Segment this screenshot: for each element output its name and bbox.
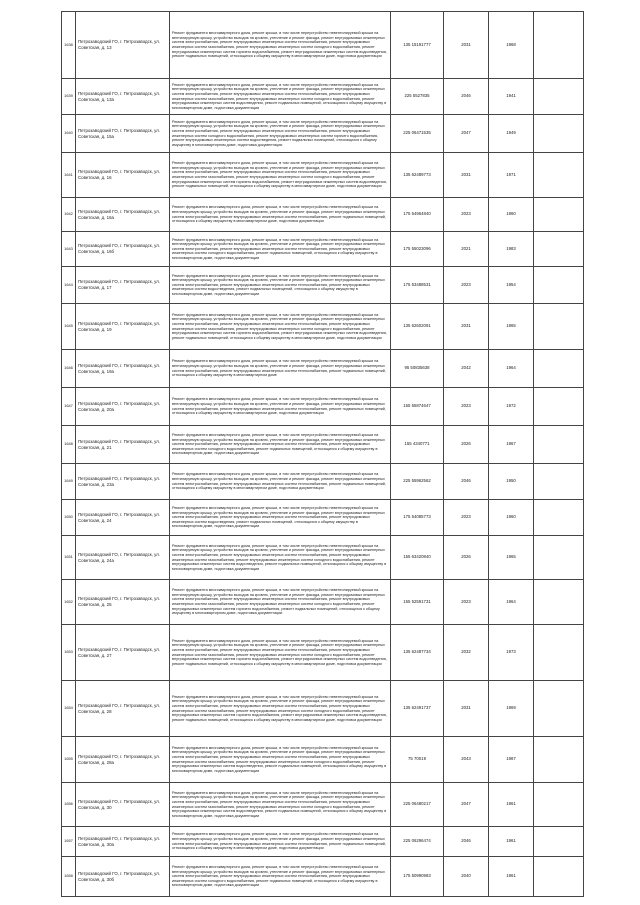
build-year-cell: 1949 <box>489 115 534 153</box>
works-cell: Ремонт фундамента многоквартирного дома, ремонт крыши, в том числе переустройство невентилируемой крыши на вентилируемую крышу, устройство выходов на кровлю, утепление и ремонт фасада, ремонт внутридомовых инженерных систем электроснабжения, ремонт внутридомовых инженерных систем теплоснабжения, ремонт внутридомовых инженерных систем водоотведения, ремонт подвальных помещений, относящихся к общему имуществу в многоквартирном доме, подготовка документации <box>170 500 391 536</box>
row-number: 1656 <box>62 783 76 827</box>
repair-year-cell: 2023 <box>444 580 489 625</box>
empty-cell <box>534 580 584 625</box>
works-cell: Ремонт фундамента многоквартирного дома, ремонт крыши, в том числе переустройство невентилируемой крыши на вентилируемую крышу, устройство выходов на кровлю, утепление и ремонт фасада, ремонт внутридомовых инженерных систем электроснабжения, ремонт внутридомовых инженерных систем теплоснабжения, ремонт внутридомовых инженерных систем водоотведения, ремонт подвальных помещений, относящихся к общему имуществу в многоквартирном доме, подготовка документации <box>170 267 391 304</box>
row-number: 1639 <box>62 79 76 115</box>
works-cell: Ремонт фундамента многоквартирного дома, ремонт крыши, в том числе переустройство невентилируемой крыши на вентилируемую крышу, устройство выходов на кровлю, утепление и ремонт фасада, ремонт внутридомовых инженерных систем электроснабжения, ремонт внутридомовых инженерных систем теплоснабжения, ремонт внутридомовых инженерных систем газоснабжения, ремонт внутридомовых инженерных систем холодного водоснабжения, ремонт внутридомовых инженерных систем водоотведения, ремонт подвальных помещений, относящихся к общему имуществу в многоквартирном доме, подготовка документации <box>170 737 391 783</box>
table-row <box>62 827 584 857</box>
build-year-cell: 1965 <box>489 536 534 580</box>
works-cell: Ремонт фундамента многоквартирного дома, ремонт крыши, в том числе переустройство невентилируемой крыши на вентилируемую крышу, устройство выходов на кровлю, утепление и ремонт фасада, ремонт внутридомовых инженерных систем электроснабжения, ремонт внутридомовых инженерных систем теплоснабжения, ремонт внутридомовых инженерных систем газоснабжения, ремонт внутридомовых инженерных систем холодного водоснабжения, ремонт внутридомовых инженерных систем водоотведения, ремонт подвальных помещений, относящихся к общему имуществу в многоквартирном доме, подготовка документации <box>170 79 391 115</box>
address-cell: Петрозаводский ГО, г. Петрозаводск, ул. Советская, д. 27 <box>76 625 170 681</box>
row-number: 1648 <box>62 426 76 464</box>
cost-cell: 175 54085773 <box>391 500 444 536</box>
works-cell: Ремонт фундамента многоквартирного дома, ремонт крыши, в том числе переустройство невентилируемой крыши на вентилируемую крышу, устройство выходов на кровлю, утепление и ремонт фасада, ремонт внутридомовых инженерных систем электроснабжения, ремонт внутридомовых инженерных систем теплоснабжения, ремонт внутридомовых инженерных систем холодного водоснабжения, ремонт подвальных помещений, относящихся к общему имуществу в многоквартирном доме, подготовка документации <box>170 232 391 267</box>
address-cell: Петрозаводский ГО, г. Петрозаводск, ул. Советская, д. 24 <box>76 500 170 536</box>
empty-cell <box>534 79 584 115</box>
works-cell: Ремонт фундамента многоквартирного дома, ремонт крыши, в том числе переустройство невентилируемой крыши на вентилируемую крышу, устройство выходов на кровлю, утепление и ремонт фасада, ремонт внутридомовых инженерных систем электроснабжения, ремонт внутридомовых инженерных систем теплоснабжения, ремонт внутридомовых инженерных систем газоснабжения, ремонт внутридомовых инженерных систем холодного водоснабжения, ремонт внутридомовых инженерных систем горячего водоснабжения, ремонт внутридомовых инженерных систем водоотведения, ремонт подвальных помещений, относящихся к общему имуществу в многоквартирном доме, подготовка документации <box>170 12 391 79</box>
cost-cell: 95 50835638 <box>391 350 444 388</box>
repair-year-cell: 2031 <box>444 12 489 79</box>
cost-cell: 225 06480217 <box>391 783 444 827</box>
address-cell: Петрозаводский ГО, г. Петрозаводск, ул. Советская, д. 17 <box>76 267 170 304</box>
row-number: 1643 <box>62 232 76 267</box>
repair-year-cell: 2043 <box>444 737 489 783</box>
repair-year-cell: 2023 <box>444 198 489 232</box>
build-year-cell: 1961 <box>489 857 534 897</box>
works-cell: Ремонт фундамента многоквартирного дома, ремонт крыши, в том числе переустройство невентилируемой крыши на вентилируемую крышу, устройство выходов на кровлю, утепление и ремонт фасада, ремонт внутридомовых инженерных систем электроснабжения, ремонт внутридомовых инженерных систем теплоснабжения, ремонт внутридомовых инженерных систем газоснабжения, ремонт внутридомовых инженерных систем холодного водоснабжения, ремонт внутридомовых инженерных систем горячего водоснабжения, ремонт внутридомовых инженерных систем водоотведения, ремонт подвальных помещений, относящихся к общему имуществу в многоквартирном доме, подготовка документации <box>170 681 391 737</box>
empty-cell <box>534 426 584 464</box>
build-year-cell: 1968 <box>489 12 534 79</box>
cost-cell: 175 54964840 <box>391 198 444 232</box>
repair-year-cell: 2021 <box>444 232 489 267</box>
address-cell: Петрозаводский ГО, г. Петрозаводск, ул. Советская, д. 23а <box>76 464 170 500</box>
works-cell: Ремонт фундамента многоквартирного дома, ремонт крыши, в том числе переустройство невентилируемой крыши на вентилируемую крышу, устройство выходов на кровлю, утепление и ремонт фасада, ремонт внутридомовых инженерных систем электроснабжения, ремонт внутридомовых инженерных систем теплоснабжения, ремонт подвальных помещений, относящихся к общему имуществу в многоквартирном доме, подготовка документации <box>170 464 391 500</box>
table-row <box>62 153 584 198</box>
cost-cell: 155 55874647 <box>391 388 444 426</box>
cost-cell: 155 63420840 <box>391 536 444 580</box>
address-cell: Петрозаводский ГО, г. Петрозаводск, ул. Советская, д. 16а <box>76 198 170 232</box>
address-cell: Петрозаводский ГО, г. Петрозаводск, ул. Советская, д. 16 <box>76 153 170 198</box>
table-row <box>62 79 584 115</box>
row-number: 1653 <box>62 625 76 681</box>
build-year-cell: 1964 <box>489 580 534 625</box>
repair-year-cell: 2031 <box>444 304 489 350</box>
empty-cell <box>534 464 584 500</box>
cost-cell: 135 62487734 <box>391 625 444 681</box>
row-number: 1658 <box>62 857 76 897</box>
row-number: 1646 <box>62 350 76 388</box>
cost-cell: 225 06296474 <box>391 827 444 857</box>
address-cell: Петрозаводский ГО, г. Петрозаводск, ул. Советская, д. 19а <box>76 350 170 388</box>
build-year-cell: 1971 <box>489 153 534 198</box>
cost-cell: 75 70019 <box>391 737 444 783</box>
repair-year-cell: 2023 <box>444 267 489 304</box>
row-number: 1644 <box>62 267 76 304</box>
empty-cell <box>534 12 584 79</box>
works-cell: Ремонт фундамента многоквартирного дома, ремонт крыши, в том числе переустройство невентилируемой крыши на вентилируемую крышу, устройство выходов на кровлю, утепление и ремонт фасада, ремонт внутридомовых инженерных систем электроснабжения, ремонт внутридомовых инженерных систем теплоснабжения, ремонт внутридомовых инженерных систем холодного водоснабжения, ремонт подвальных помещений, относящихся к общему имуществу в многоквартирном доме, подготовка документации <box>170 426 391 464</box>
table-row <box>62 115 584 153</box>
repair-year-cell: 2031 <box>444 153 489 198</box>
build-year-cell: 1961 <box>489 827 534 857</box>
row-number: 1647 <box>62 388 76 426</box>
works-cell: Ремонт фундамента многоквартирного дома, ремонт крыши, в том числе переустройство невентилируемой крыши на вентилируемую крышу, устройство выходов на кровлю, утепление и ремонт фасада, ремонт внутридомовых инженерных систем электроснабжения, ремонт внутридомовых инженерных систем теплоснабжения, ремонт внутридомовых инженерных систем холодного водоснабжения, ремонт внутридомовых инженерных систем горячего водоснабжения, ремонт внутридомовых инженерных систем водоотведения, ремонт подвальных помещений, относящихся к общему имуществу в многоквартирном доме, подготовка документации <box>170 115 391 153</box>
row-number: 1649 <box>62 464 76 500</box>
row-number: 1651 <box>62 536 76 580</box>
repair-year-cell: 2046 <box>444 79 489 115</box>
build-year-cell: 1961 <box>489 783 534 827</box>
cost-cell: 175 55023096 <box>391 232 444 267</box>
repair-year-cell: 2026 <box>444 536 489 580</box>
address-cell: Петрозаводский ГО, г. Петрозаводск, ул. Советская, д. 28 <box>76 681 170 737</box>
build-year-cell: 1983 <box>489 232 534 267</box>
works-cell: Ремонт фундамента многоквартирного дома, ремонт крыши, в том числе переустройство невентилируемой крыши на вентилируемую крышу, устройство выходов на кровлю, утепление и ремонт фасада, ремонт внутридомовых инженерных систем электроснабжения, ремонт внутридомовых инженерных систем теплоснабжения, ремонт подвальных помещений, относящихся к общему имуществу в многоквартирном доме, подготовка документации <box>170 827 391 857</box>
table-row <box>62 12 584 79</box>
address-cell: Петрозаводский ГО, г. Петрозаводск, ул. Советская, д. 19 <box>76 304 170 350</box>
works-cell: Ремонт фундамента многоквартирного дома, ремонт крыши, в том числе переустройство невентилируемой крыши на вентилируемую крышу, устройство выходов на кровлю, утепление и ремонт фасада, ремонт внутридомовых инженерных систем электроснабжения, ремонт внутридомовых инженерных систем теплоснабжения, ремонт подвальных помещений, относящихся к общему имуществу в многоквартирном доме <box>170 350 391 388</box>
table-body <box>62 12 584 897</box>
table-row <box>62 580 584 625</box>
repair-year-cell: 2023 <box>444 388 489 426</box>
build-year-cell: 1950 <box>489 464 534 500</box>
table-row <box>62 857 584 897</box>
works-cell: Ремонт фундамента многоквартирного дома, ремонт крыши, в том числе переустройство невентилируемой крыши на вентилируемую крышу, устройство выходов на кровлю, утепление и ремонт фасада, ремонт внутридомовых инженерных систем электроснабжения, ремонт внутридомовых инженерных систем теплоснабжения, ремонт подвальных помещений, относящихся к общему имуществу в многоквартирном доме, подготовка документации <box>170 388 391 426</box>
row-number: 1654 <box>62 681 76 737</box>
address-cell: Петрозаводский ГО, г. Петрозаводск, ул. Советская, д. 30а <box>76 827 170 857</box>
cost-cell: 135 15191777 <box>391 12 444 79</box>
build-year-cell: 1941 <box>489 79 534 115</box>
empty-cell <box>534 388 584 426</box>
repair-year-cell: 2031 <box>444 681 489 737</box>
table-row <box>62 500 584 536</box>
row-number: 1655 <box>62 737 76 783</box>
row-number: 1641 <box>62 153 76 198</box>
address-cell: Петрозаводский ГО, г. Петрозаводск, ул. Советская, д. 13а <box>76 79 170 115</box>
table-row <box>62 783 584 827</box>
repair-year-cell: 2042 <box>444 350 489 388</box>
works-cell: Ремонт фундамента многоквартирного дома, ремонт крыши, в том числе переустройство невентилируемой крыши на вентилируемую крышу, устройство выходов на кровлю, утепление и ремонт фасада, ремонт внутридомовых инженерных систем электроснабжения, ремонт внутридомовых инженерных систем теплоснабжения, ремонт внутридомовых инженерных систем газоснабжения, ремонт внутридомовых инженерных систем холодного водоснабжения, ремонт внутридомовых инженерных систем горячего водоснабжения, ремонт подвальных помещений, относящихся к общему имуществу в многоквартирном доме, подготовка документации <box>170 580 391 625</box>
build-year-cell: 1960 <box>489 198 534 232</box>
works-cell: Ремонт фундамента многоквартирного дома, ремонт крыши, в том числе переустройство невентилируемой крыши на вентилируемую крышу, устройство выходов на кровлю, утепление и ремонт фасада, ремонт внутридомовых инженерных систем электроснабжения, ремонт внутридомовых инженерных систем теплоснабжения, ремонт внутридомовых инженерных систем газоснабжения, ремонт внутридомовых инженерных систем холодного водоснабжения, ремонт внутридомовых инженерных систем горячего водоснабжения, ремонт внутридомовых инженерных систем водоотведения, ремонт подвальных помещений, относящихся к общему имуществу в многоквартирном доме, подготовка документации <box>170 304 391 350</box>
address-cell: Петрозаводский ГО, г. Петрозаводск, ул. Советская, д. 30б <box>76 857 170 897</box>
address-cell: Петрозаводский ГО, г. Петрозаводск, ул. Советская, д. 25 <box>76 580 170 625</box>
cost-cell: 225 06471535 <box>391 115 444 153</box>
cost-cell: 135 62602091 <box>391 304 444 350</box>
cost-cell: 135 62491737 <box>391 681 444 737</box>
address-cell: Петрозаводский ГО, г. Петрозаводск, ул. Советская, д. 30 <box>76 783 170 827</box>
empty-cell <box>534 267 584 304</box>
address-cell: Петрозаводский ГО, г. Петрозаводск, ул. Советская, д. 24а <box>76 536 170 580</box>
row-number: 1640 <box>62 115 76 153</box>
row-number: 1642 <box>62 198 76 232</box>
repair-year-cell: 2040 <box>444 857 489 897</box>
cost-cell: 135 62489773 <box>391 153 444 198</box>
empty-cell <box>534 625 584 681</box>
table-row <box>62 737 584 783</box>
cost-cell: 225 55962562 <box>391 464 444 500</box>
build-year-cell: 1967 <box>489 426 534 464</box>
table-row <box>62 625 584 681</box>
empty-cell <box>534 857 584 897</box>
works-cell: Ремонт фундамента многоквартирного дома, ремонт крыши, в том числе переустройство невентилируемой крыши на вентилируемую крышу, устройство выходов на кровлю, утепление и ремонт фасада, ремонт внутридомовых инженерных систем электроснабжения, ремонт внутридомовых инженерных систем теплоснабжения, ремонт внутридомовых инженерных систем газоснабжения, ремонт внутридомовых инженерных систем холодного водоснабжения, ремонт внутридомовых инженерных систем горячего водоснабжения, ремонт внутридомовых инженерных систем водоотведения, ремонт подвальных помещений, относящихся к общему имуществу в многоквартирном доме, подготовка документации <box>170 625 391 681</box>
build-year-cell: 1973 <box>489 625 534 681</box>
build-year-cell: 1987 <box>489 737 534 783</box>
table-row <box>62 350 584 388</box>
row-number: 1645 <box>62 304 76 350</box>
table-row <box>62 536 584 580</box>
row-number: 1638 <box>62 12 76 79</box>
works-cell: Ремонт фундамента многоквартирного дома, ремонт крыши, в том числе переустройство невентилируемой крыши на вентилируемую крышу, устройство выходов на кровлю, утепление и ремонт фасада, ремонт внутридомовых инженерных систем электроснабжения, ремонт внутридомовых инженерных систем теплоснабжения, ремонт внутридомовых инженерных систем газоснабжения, ремонт внутридомовых инженерных систем холодного водоснабжения, ремонт внутридомовых инженерных систем горячего водоснабжения, ремонт внутридомовых инженерных систем водоотведения, ремонт подвальных помещений, относящихся к общему имуществу в многоквартирном доме, подготовка документации <box>170 153 391 198</box>
repair-year-cell: 2047 <box>444 783 489 827</box>
empty-cell <box>534 304 584 350</box>
empty-cell <box>534 500 584 536</box>
table-row <box>62 267 584 304</box>
build-year-cell: 1964 <box>489 350 534 388</box>
works-cell: Ремонт фундамента многоквартирного дома, ремонт крыши, в том числе переустройство невентилируемой крыши на вентилируемую крышу, устройство выходов на кровлю, утепление и ремонт фасада, ремонт внутридомовых инженерных систем электроснабжения, ремонт внутридомовых инженерных систем теплоснабжения, ремонт подвальных помещений, относящихся к общему имуществу в многоквартирном доме, подготовка документации <box>170 198 391 232</box>
table-row <box>62 426 584 464</box>
works-cell: Ремонт фундамента многоквартирного дома, ремонт крыши, в том числе переустройство невентилируемой крыши на вентилируемую крышу, устройство выходов на кровлю, утепление и ремонт фасада, ремонт внутридомовых инженерных систем электроснабжения, ремонт внутридомовых инженерных систем теплоснабжения, ремонт внутридомовых инженерных систем газоснабжения, ремонт внутридомовых инженерных систем холодного водоснабжения, ремонт внутридомовых инженерных систем водоотведения, ремонт подвальных помещений, относящихся к общему имуществу в многоквартирном доме, подготовка документации <box>170 783 391 827</box>
build-year-cell: 1954 <box>489 267 534 304</box>
repair-year-cell: 2026 <box>444 426 489 464</box>
cost-cell: 175 50990983 <box>391 857 444 897</box>
address-cell: Петрозаводский ГО, г. Петрозаводск, ул. Советская, д. 28а <box>76 737 170 783</box>
repair-year-cell: 2023 <box>444 500 489 536</box>
repair-year-cell: 2032 <box>444 625 489 681</box>
build-year-cell: 1972 <box>489 388 534 426</box>
row-number: 1657 <box>62 827 76 857</box>
table-row <box>62 464 584 500</box>
cost-cell: 175 53488531 <box>391 267 444 304</box>
empty-cell <box>534 536 584 580</box>
empty-cell <box>534 115 584 153</box>
address-cell: Петрозаводский ГО, г. Петрозаводск, ул. Советская, д. 16б <box>76 232 170 267</box>
empty-cell <box>534 232 584 267</box>
table-row <box>62 681 584 737</box>
build-year-cell: 1969 <box>489 681 534 737</box>
cost-cell: 155 4340771 <box>391 426 444 464</box>
table-row <box>62 198 584 232</box>
empty-cell <box>534 681 584 737</box>
address-cell: Петрозаводский ГО, г. Петрозаводск, ул. Советская, д. 21 <box>76 426 170 464</box>
build-year-cell: 1960 <box>489 500 534 536</box>
empty-cell <box>534 153 584 198</box>
repair-year-cell: 2046 <box>444 464 489 500</box>
address-cell: Петрозаводский ГО, г. Петрозаводск, ул. Советская, д. 13 <box>76 12 170 79</box>
empty-cell <box>534 827 584 857</box>
row-number: 1652 <box>62 580 76 625</box>
cost-cell: 225 5527835 <box>391 79 444 115</box>
repair-year-cell: 2046 <box>444 827 489 857</box>
table-row <box>62 388 584 426</box>
empty-cell <box>534 737 584 783</box>
works-cell: Ремонт фундамента многоквартирного дома, ремонт крыши, в том числе переустройство невентилируемой крыши на вентилируемую крышу, устройство выходов на кровлю, утепление и ремонт фасада, ремонт внутридомовых инженерных систем электроснабжения, ремонт внутридомовых инженерных систем теплоснабжения, ремонт внутридомовых инженерных систем газоснабжения, ремонт внутридомовых инженерных систем холодного водоснабжения, ремонт внутридомовых инженерных систем водоотведения, ремонт подвальных помещений, относящихся к общему имуществу в многоквартирном доме, подготовка документации <box>170 536 391 580</box>
cost-cell: 155 52591731 <box>391 580 444 625</box>
build-year-cell: 1965 <box>489 304 534 350</box>
row-number: 1650 <box>62 500 76 536</box>
empty-cell <box>534 350 584 388</box>
empty-cell <box>534 783 584 827</box>
empty-cell <box>534 198 584 232</box>
repair-year-cell: 2047 <box>444 115 489 153</box>
capital-repair-table <box>61 11 584 897</box>
address-cell: Петрозаводский ГО, г. Петрозаводск, ул. Советская, д. 20а <box>76 388 170 426</box>
works-cell: Ремонт фундамента многоквартирного дома, ремонт крыши, в том числе переустройство невентилируемой крыши на вентилируемую крышу, устройство выходов на кровлю, утепление и ремонт фасада, ремонт внутридомовых инженерных систем электроснабжения, ремонт внутридомовых инженерных систем теплоснабжения, ремонт внутридомовых инженерных систем холодного водоснабжения, ремонт подвальных помещений, относящихся к общему имуществу в многоквартирном доме, подготовка документации <box>170 857 391 897</box>
table-row <box>62 304 584 350</box>
address-cell: Петрозаводский ГО, г. Петрозаводск, ул. Советская, д. 15а <box>76 115 170 153</box>
table-row <box>62 232 584 267</box>
